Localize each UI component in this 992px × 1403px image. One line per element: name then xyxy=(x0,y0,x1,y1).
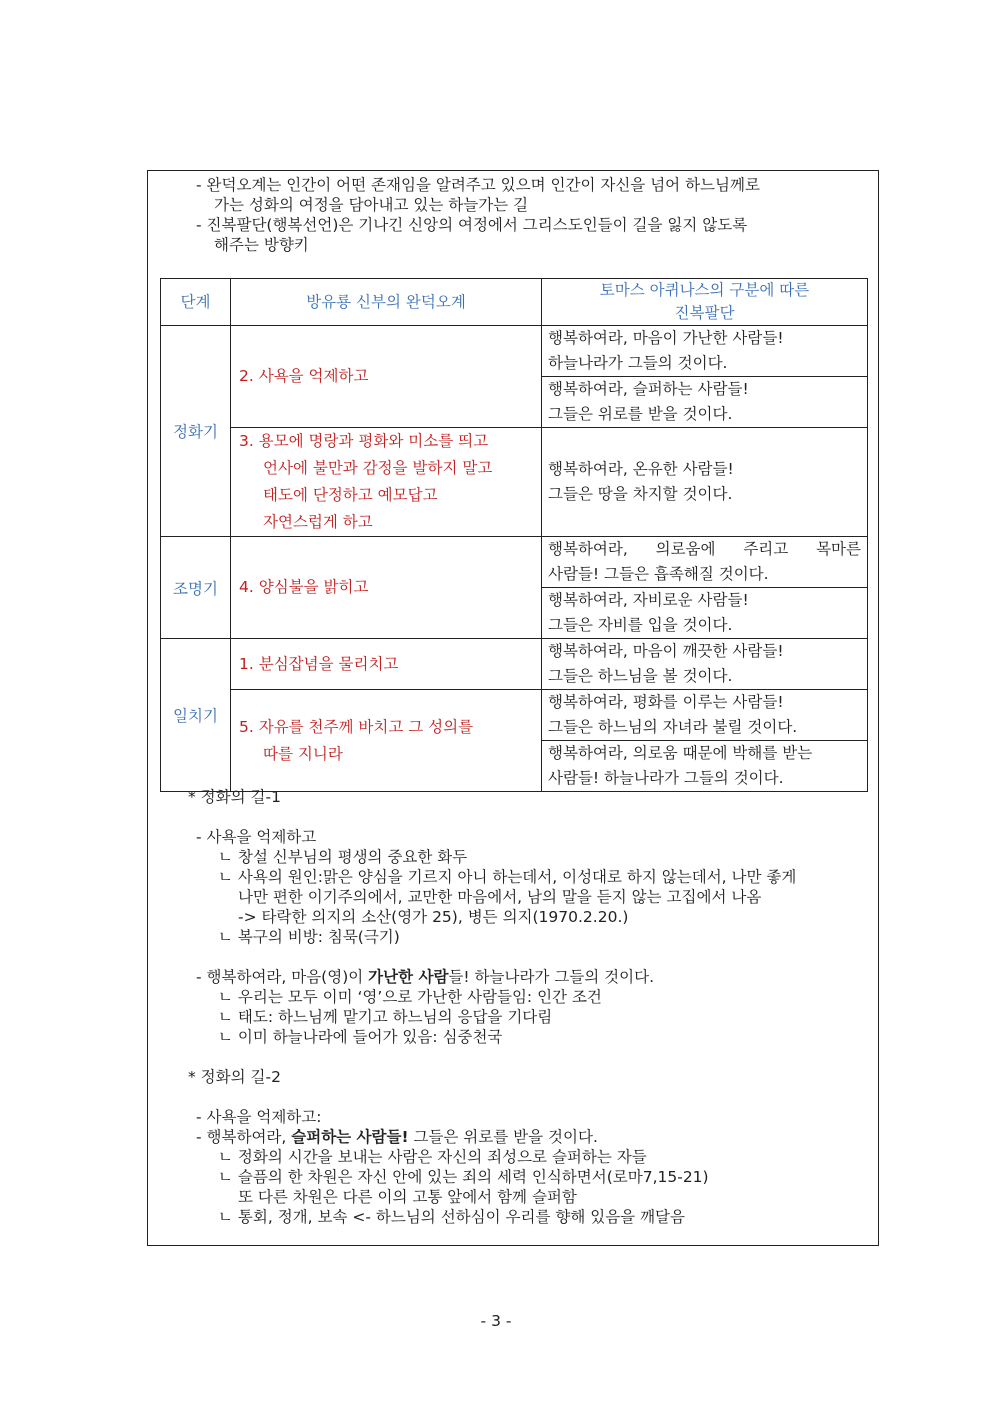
note-line: ㄴ 우리는 모두 이미 ‘영’으로 가난한 사람들임: 인간 조건 xyxy=(218,988,602,1006)
table-row xyxy=(161,537,868,588)
beatitude-cell xyxy=(542,428,868,537)
note-text: - 행복하여라, 마음(영)이 xyxy=(196,968,369,986)
beatitude-line: 행복하여라, 온유한 사람들! xyxy=(548,460,734,478)
intro-line: 해주는 방향키 xyxy=(214,236,309,254)
note-line: ㄴ 슬픔의 한 차원은 자신 안에 있는 죄의 세력 인식하면서(로마7,15-21) xyxy=(218,1168,709,1186)
virtue-cell: 2. 사욕을 억제하고 xyxy=(231,326,542,428)
header-beatitudes xyxy=(542,279,868,326)
header-virtues: 방유룡 신부의 완덕오계 xyxy=(231,279,542,326)
virtue-line: 3. 용모에 명랑과 평화와 미소를 띄고 xyxy=(239,432,489,450)
header-stage: 단계 xyxy=(161,279,231,326)
beatitude-cell xyxy=(542,639,868,690)
content-box xyxy=(147,170,879,1246)
virtue-cell xyxy=(231,690,542,792)
note-line: ㄴ 태도: 하느님께 맡기고 하느님의 응답을 기다림 xyxy=(218,1008,553,1026)
beatitude-line: 행복하여라, 의로움에 주리고 목마른 xyxy=(548,540,861,558)
section-heading: * 정화의 길-2 xyxy=(188,1068,281,1086)
table-row xyxy=(161,690,868,741)
intro-line: - 진복팔단(행복선언)은 기나긴 신앙의 여정에서 그리스도인들이 길을 잃지 않도록 xyxy=(196,216,748,234)
note-line: - 사욕을 억제하고 xyxy=(196,828,317,846)
note-line: ㄴ 이미 하늘나라에 들어가 있음: 심중천국 xyxy=(218,1028,503,1046)
note-line: -> 타락한 의지의 소산(영가 25), 병든 의지(1970.2.20.) xyxy=(238,908,629,926)
beatitude-line: 그들은 하느님의 자녀라 불릴 것이다. xyxy=(548,718,798,736)
virtue-cell: 1. 분심잡념을 물리치고 xyxy=(231,639,542,690)
note-text: 그들은 위로를 받을 것이다. xyxy=(408,1128,598,1146)
beatitude-line: 행복하여라, 의로움 때문에 박해를 받는 xyxy=(548,744,813,762)
virtue-cell: 4. 양심불을 밝히고 xyxy=(231,537,542,639)
beatitude-line: 사람들! 하늘나라가 그들의 것이다. xyxy=(548,769,784,787)
note-line: ㄴ 사욕의 원인:맑은 양심을 기르지 아니 하는데서, 이성대로 하지 않는데서, 나만 좋게 xyxy=(218,868,797,886)
page-number: - 3 - xyxy=(480,1312,512,1330)
beatitude-line: 그들은 위로를 받을 것이다. xyxy=(548,405,733,423)
beatitude-line: 그들은 자비를 입을 것이다. xyxy=(548,616,733,634)
note-text: 들! 하늘나라가 그들의 것이다. xyxy=(448,968,655,986)
table-row xyxy=(161,326,868,377)
intro-line: - 완덕오계는 인간이 어떤 존재임을 알려주고 있으며 인간이 자신을 넘어 하느님께로 xyxy=(196,176,760,194)
virtue-line: 5. 자유를 천주께 바치고 그 성의를 xyxy=(239,717,474,736)
notes-section xyxy=(188,787,878,1227)
note-line: 나만 편한 이기주의에서, 교만한 마음에서, 남의 말을 듣지 않는 고집에서 나옴 xyxy=(238,888,762,906)
stage-cell: 정화기 xyxy=(161,326,231,537)
section-heading: * 정화의 길-1 xyxy=(188,788,281,806)
virtue-line: 자연스럽게 하고 xyxy=(263,513,373,531)
header-beatitudes-line: 진복팔단 xyxy=(674,304,735,322)
intro-text xyxy=(196,175,866,255)
beatitude-cell xyxy=(542,326,868,377)
virtues-beatitudes-table xyxy=(160,278,868,792)
virtue-line: 태도에 단정하고 예모답고 xyxy=(263,486,438,504)
note-line xyxy=(188,967,878,987)
beatitude-cell xyxy=(542,377,868,428)
note-line: ㄴ 복구의 비방: 침묵(극기) xyxy=(218,928,400,946)
note-line: - 사욕을 억제하고: xyxy=(196,1108,322,1126)
beatitude-line: 사람들! 그들은 흡족해질 것이다. xyxy=(548,565,769,583)
header-beatitudes-line: 토마스 아퀴나스의 구분에 따른 xyxy=(599,281,810,299)
beatitude-cell xyxy=(542,537,868,588)
beatitude-line: 그들은 하느님을 볼 것이다. xyxy=(548,667,733,685)
note-emphasis: 가난한 사람 xyxy=(368,968,449,986)
beatitude-line: 행복하여라, 평화를 이루는 사람들! xyxy=(548,693,784,711)
stage-cell: 조명기 xyxy=(161,537,231,639)
beatitude-line: 행복하여라, 마음이 깨끗한 사람들! xyxy=(548,642,784,660)
note-line xyxy=(188,1127,878,1147)
beatitude-line: 행복하여라, 슬퍼하는 사람들! xyxy=(548,380,749,398)
beatitude-cell xyxy=(542,690,868,741)
note-emphasis: 슬퍼하는 사람들! xyxy=(291,1128,409,1146)
beatitude-line: 그들은 땅을 차지할 것이다. xyxy=(548,485,733,503)
virtue-line: 언사에 불만과 감정을 발하지 말고 xyxy=(263,459,493,477)
intro-line: 가는 성화의 여정을 담아내고 있는 하늘가는 길 xyxy=(214,196,529,214)
beatitude-cell xyxy=(542,588,868,639)
note-line: ㄴ 창설 신부님의 평생의 중요한 화두 xyxy=(218,848,468,866)
table-row xyxy=(161,639,868,690)
virtue-cell xyxy=(231,428,542,537)
note-line: ㄴ 정화의 시간을 보내는 사람은 자신의 죄성으로 슬퍼하는 자들 xyxy=(218,1148,647,1166)
note-line: ㄴ 통회, 정개, 보속 <- 하느님의 선하심이 우리를 향해 있음을 깨달음 xyxy=(218,1208,686,1226)
beatitude-line: 하늘나라가 그들의 것이다. xyxy=(548,354,728,372)
table-header-row xyxy=(161,279,868,326)
stage-cell: 일치기 xyxy=(161,639,231,792)
note-line: 또 다른 차원은 다른 이의 고통 앞에서 함께 슬퍼함 xyxy=(238,1188,577,1206)
table-row xyxy=(161,428,868,537)
note-text: - 행복하여라, xyxy=(196,1128,292,1146)
virtue-line: 따를 지니라 xyxy=(263,744,343,763)
beatitude-line: 행복하여라, 자비로운 사람들! xyxy=(548,591,749,609)
beatitude-cell xyxy=(542,741,868,792)
beatitude-line: 행복하여라, 마음이 가난한 사람들! xyxy=(548,329,784,347)
